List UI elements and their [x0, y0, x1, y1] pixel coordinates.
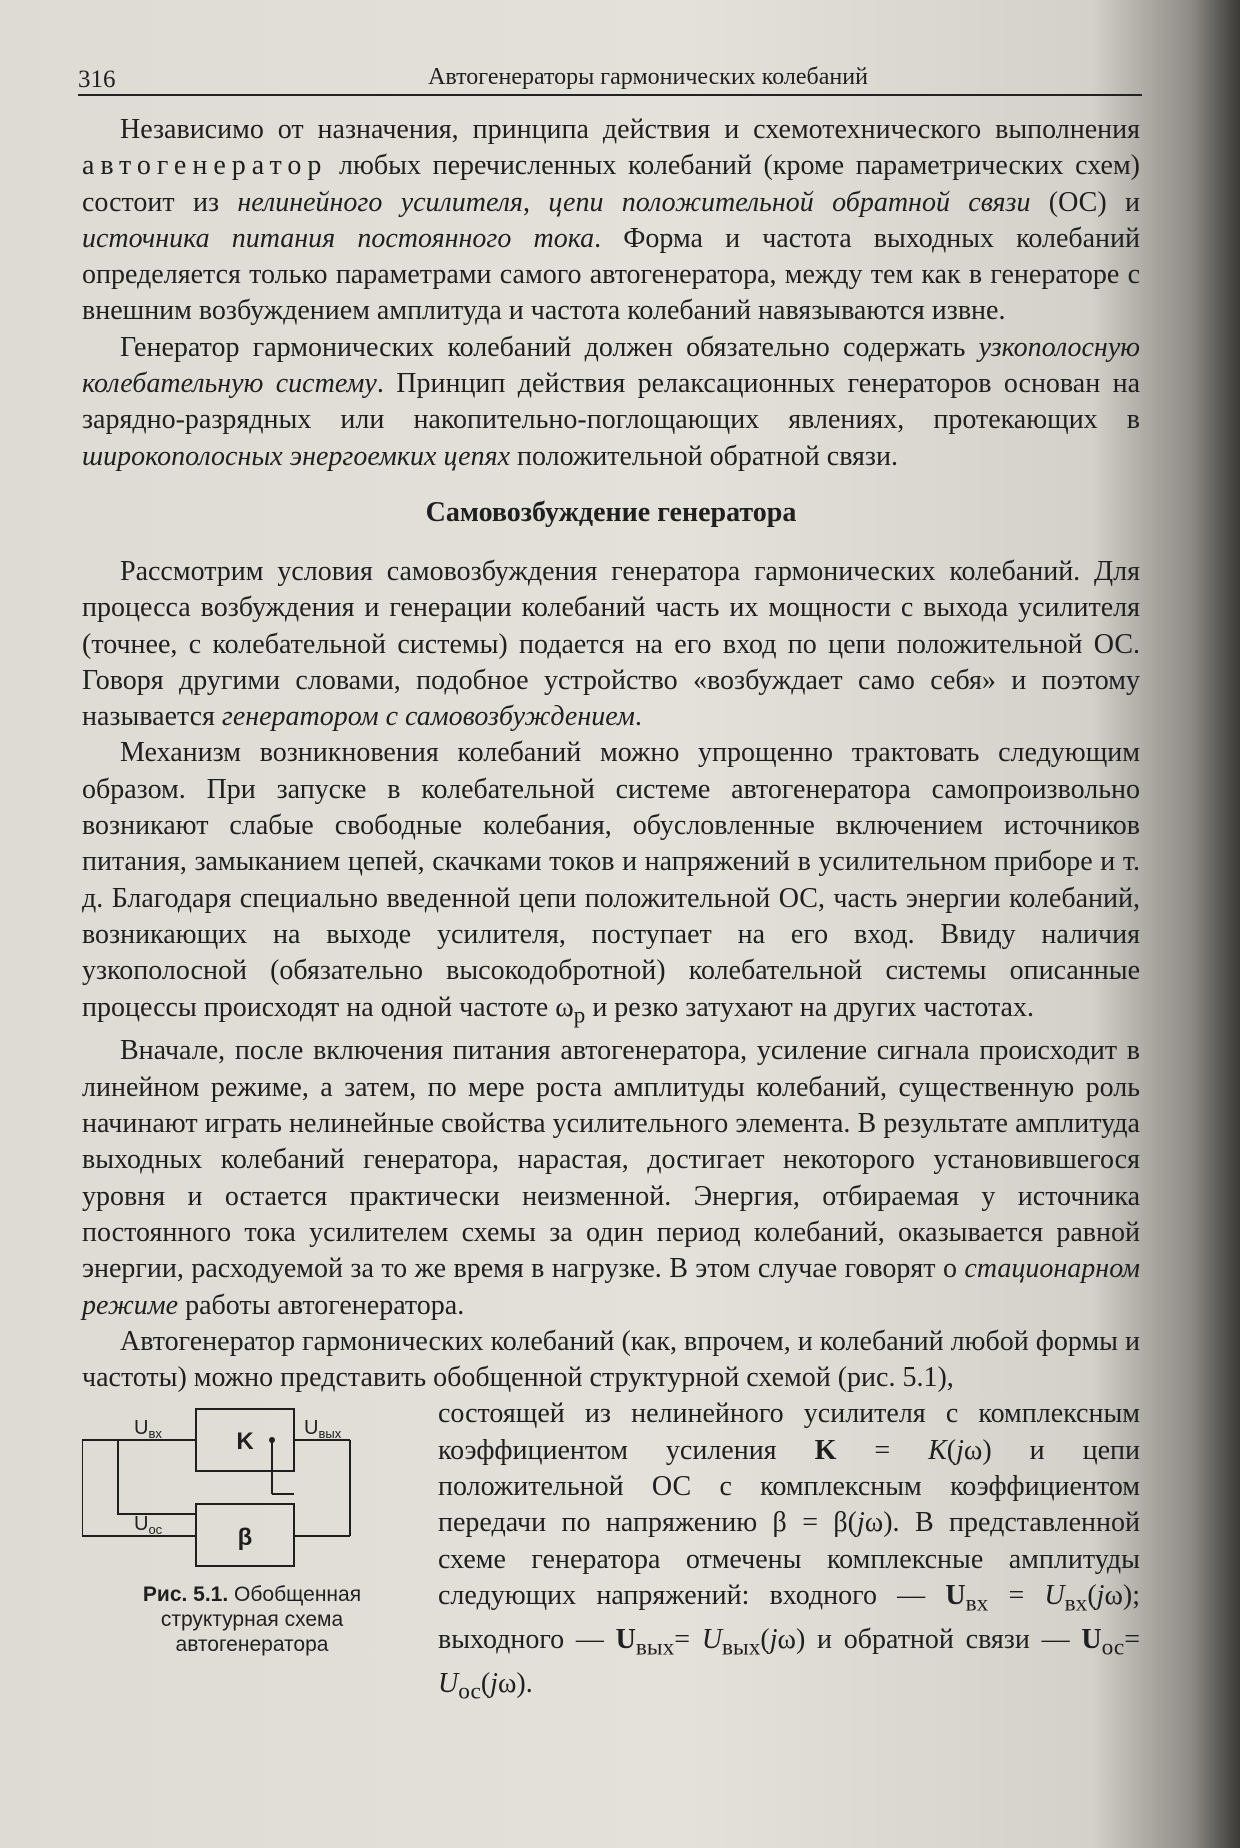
- italic-term: цепи положительной обратной связи: [548, 186, 1031, 218]
- text-run: =: [988, 1579, 1045, 1611]
- text-run: состоящей из нелинейного усилителя с комплексным коэффициентом усиления: [438, 1398, 1140, 1466]
- text-run: ω). В представленной схеме генератора отмечены комплексные амплитуды следующих напряжений: входного —: [438, 1507, 1140, 1611]
- caption-text: Обобщенная структурная схема автогенератора: [160, 1583, 362, 1657]
- italic-symbol: j: [490, 1667, 498, 1699]
- text-run: Генератор гармонических колебаний должен обязательно содержать: [120, 331, 979, 363]
- page-number: 316: [78, 66, 116, 93]
- italic-symbol: U: [1044, 1579, 1065, 1611]
- paragraph-6-continued: [438, 1396, 1140, 1709]
- italic-term: широкополосных энергоемких цепях: [82, 440, 511, 472]
- italic-symbol: U: [438, 1667, 459, 1699]
- text-run: (ОС) и: [1030, 186, 1141, 218]
- feedback-input-wire: [118, 1440, 196, 1514]
- text-run: =: [1124, 1623, 1140, 1655]
- text-run: Механизм возникновения колебаний можно упрощенно трактовать следующим образом. При запуске в колебательной системе автогенератора самопроизвольно возникают слабые свободные колебания, обусловленные включением источников питания, замыканием цепей, скачками токов и напряжений в усилительном приборе и т. д. Благодаря специально введенной цепи положительной ОС, часть энергии колебаний, возникающих на выходе усилителя, поступает на его вход. Ввиду наличия узкополосной (обязательно высокодобротной) колебательной системы описанные процессы происходят на одной частоте ω: [82, 737, 1140, 1023]
- paragraph-6: [82, 1324, 1140, 1397]
- input-voltage-label: [134, 1417, 162, 1441]
- paragraph-5: [82, 1033, 1140, 1323]
- subscript: вх: [965, 1590, 989, 1617]
- feedback-voltage-label: [134, 1513, 163, 1537]
- italic-term: стационарном режиме: [82, 1253, 1140, 1321]
- paragraph-3: [82, 554, 1140, 735]
- figure-side-text: [438, 1396, 1140, 1709]
- input-voltage-subscript: вх: [148, 1426, 162, 1442]
- subscript: вх: [1064, 1590, 1088, 1617]
- section-heading: Самовозбуждение генератора: [425, 496, 797, 528]
- text-run: ,: [522, 186, 549, 218]
- text-run: =: [674, 1623, 702, 1655]
- text-run: (: [946, 1434, 957, 1466]
- bold-symbol: U: [1081, 1623, 1102, 1655]
- italic-symbol: j: [769, 1623, 778, 1655]
- text-run: . Принцип действия релаксационных генераторов основан на зарядно-разрядных или накопительно-поглощающих явлениях, протекающих в: [82, 368, 1141, 436]
- text-run: работы автогенератора.: [178, 1289, 465, 1321]
- output-voltage-symbol: U: [304, 1417, 319, 1440]
- text-run: Вначале, после включения питания автогенератора, усиление сигнала происходит в линейном режиме, а затем, по мере роста амплитуды колебаний, существенную роль начинают играть нелинейные свойства усилительного элемента. В результате амплитуда выходных колебаний генератора, нарастая, достигает некоторого установившегося уровня и остается практически неизменной. Энергия, отбираемая у источника постоянного тока усилителем схемы за один период колебаний, оказывается равной энергии, расходуемой за то же время в нагрузке. В этом случае говорят о: [82, 1035, 1140, 1285]
- paragraph-2: [82, 330, 1140, 475]
- paragraph-1: [82, 112, 1140, 330]
- paragraph-4: [82, 735, 1140, 1033]
- italic-term: нелинейного усилителя: [237, 186, 523, 218]
- amplifier-label: K: [236, 1428, 254, 1456]
- italic-term: источника питания постоянного тока: [82, 222, 595, 254]
- bold-symbol: K: [814, 1434, 837, 1466]
- text-run: Независимо от назначения, принципа действия и схемотехнического выполнения: [120, 114, 1140, 145]
- junction-dot: [269, 1437, 275, 1443]
- italic-term: генератором с самовозбуждением: [221, 701, 635, 733]
- subscript: ос: [1101, 1634, 1125, 1661]
- figure-5-1: [82, 1396, 422, 1657]
- text-run: . Форма и частота выходных колебаний определяется только параметрами самого автогенератора, между тем как в генераторе с внешним возбуждением амплитуда и частота колебаний навязываются извне.: [82, 222, 1140, 327]
- bold-symbol: U: [945, 1579, 966, 1611]
- text-run: положительной обратной связи.: [510, 440, 898, 472]
- text-run: .: [634, 701, 642, 733]
- text-run: =: [836, 1434, 929, 1466]
- subscript: вых: [635, 1634, 675, 1661]
- text-run: Рассмотрим условия самовозбуждения генератора гармонических колебаний. Для процесса возбуждения и генерации колебаний часть их мощности с выхода усилителя (точнее, с колебательной системы) подается на его вход по цепи положительной ОС. Говоря другими словами, подобное устройство «возбуждает само себя» и поэтому называется: [82, 555, 1140, 733]
- italic-symbol: j: [1096, 1579, 1105, 1611]
- text-run: (: [480, 1667, 491, 1699]
- output-voltage-label: [304, 1417, 342, 1441]
- bold-symbol: U: [615, 1623, 636, 1655]
- figure-row: [82, 1396, 1140, 1705]
- figure-caption: [82, 1582, 422, 1657]
- text-run: любых перечисленных колебаний (кроме параметрических схем) состоит из: [82, 150, 1140, 218]
- subscript: ос: [458, 1678, 481, 1705]
- feedback-voltage-subscript: ос: [148, 1522, 163, 1538]
- spaced-term: автогенератор: [82, 150, 328, 182]
- text-run: и резко затухают на других частотах.: [585, 991, 1034, 1023]
- italic-symbol: j: [857, 1507, 865, 1539]
- input-voltage-symbol: U: [134, 1417, 149, 1440]
- caption-label: Рис. 5.1.: [142, 1583, 229, 1607]
- text-run: ω); выходного —: [438, 1579, 1140, 1655]
- running-head-title: Автогенераторы гармонических колебаний: [428, 64, 868, 90]
- text-run: ω).: [497, 1667, 533, 1699]
- feedback-label: β: [237, 1524, 253, 1552]
- italic-symbol: K: [928, 1434, 947, 1466]
- text-run: (: [1087, 1579, 1097, 1611]
- italic-symbol: j: [956, 1434, 964, 1466]
- feedback-voltage-symbol: U: [134, 1513, 149, 1536]
- italic-symbol: U: [701, 1623, 723, 1655]
- body-text: [82, 112, 1141, 1705]
- text-run: (: [760, 1623, 770, 1655]
- subscript: р: [573, 1002, 586, 1029]
- text-run: ω) и цепи положительной ОС с комплексным коэффициентом передачи по напряжению β = β(: [438, 1434, 1140, 1539]
- italic-term: узкополосную колебательную систему: [82, 331, 1140, 400]
- running-head: [78, 62, 1142, 96]
- output-voltage-subscript: вых: [318, 1426, 342, 1442]
- text-run: Автогенератор гармонических колебаний (как, впрочем, и колебаний любой формы и частоты) можно представить обобщенной структурной схемой (рис. 5.1),: [82, 1325, 1140, 1394]
- block-diagram: [82, 1404, 422, 1584]
- subscript: вых: [722, 1634, 761, 1661]
- text-run: ω) и обратной связи —: [777, 1623, 1082, 1655]
